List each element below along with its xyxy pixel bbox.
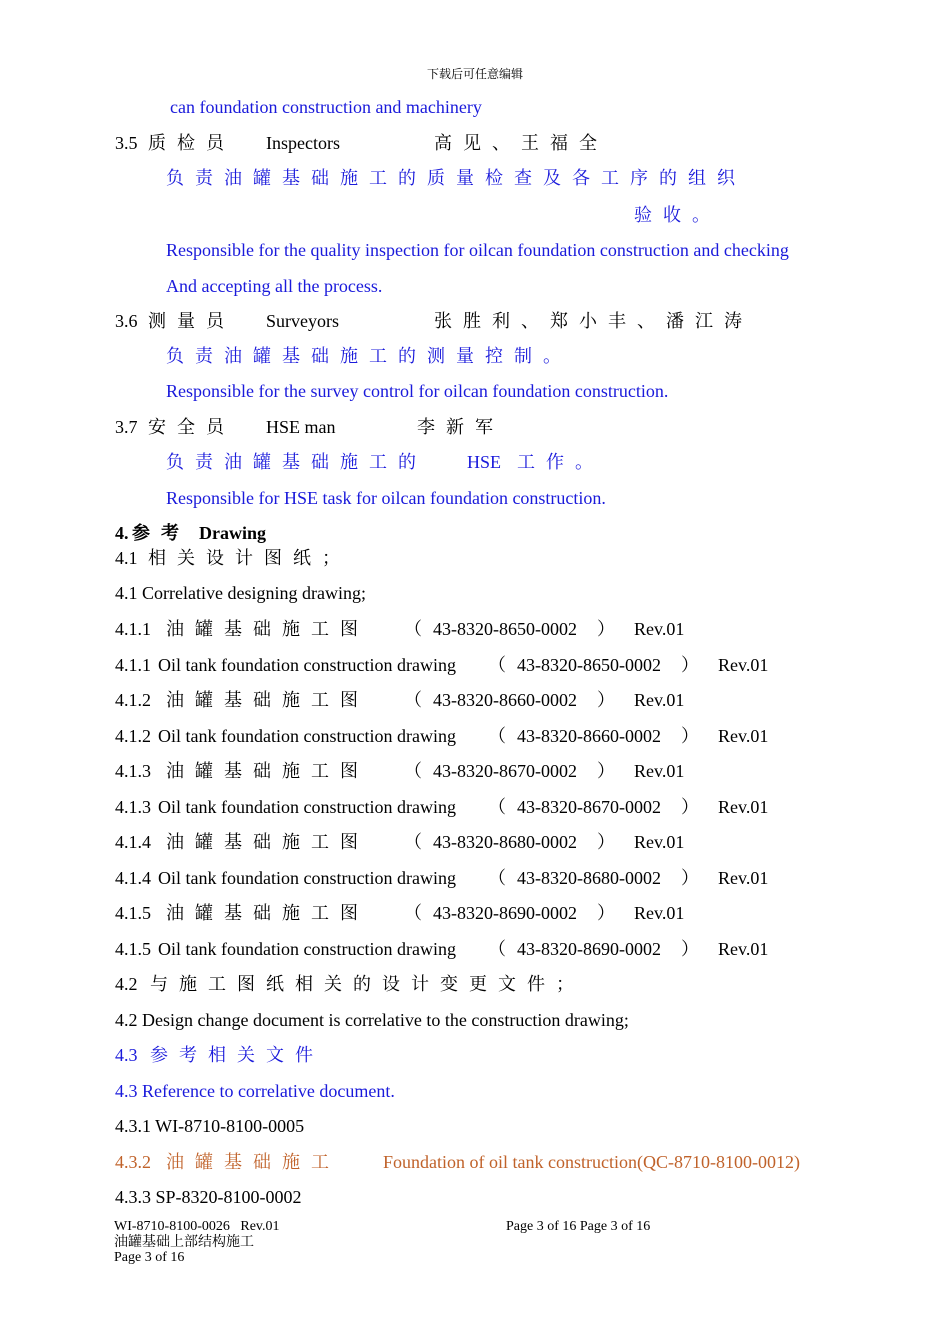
- drawing-number: 4.1.1: [115, 655, 151, 675]
- drawing-code: 43-8320-8690-0002: [433, 903, 577, 923]
- role-names: 高见、王福全: [434, 133, 608, 153]
- role-title-cn: 测量员: [148, 311, 235, 331]
- header-note: 下载后可任意编辑: [426, 67, 523, 81]
- paren-close: ）: [681, 797, 699, 817]
- heading-number: 4.2: [115, 974, 138, 994]
- role-names: 李新军: [417, 417, 504, 437]
- drawing-rev: Rev.01: [718, 726, 769, 746]
- section-number: 3.7: [115, 417, 138, 437]
- role-names: 张胜利、郑小丰、潘江涛: [434, 311, 753, 331]
- reference-row: [115, 1151, 835, 1173]
- role-duty-en: Responsible for the survey control for oilcan foundation construction.: [166, 381, 669, 401]
- paren-open: （: [488, 868, 506, 888]
- duty-en-part: HSE: [467, 452, 502, 472]
- text-line: 4.3.1 WI-8710-8100-0005: [115, 1116, 305, 1136]
- drawing-row-cn: [115, 760, 835, 782]
- heading-number: 4.: [115, 523, 129, 543]
- paren-close: ）: [597, 761, 615, 781]
- role-row-inspectors: [115, 132, 835, 154]
- section-number: 3.5: [115, 133, 138, 153]
- drawing-number: 4.1.3: [115, 797, 151, 817]
- drawing-rev: Rev.01: [718, 939, 769, 959]
- heading-cn: 参考相关文件: [150, 1045, 324, 1065]
- drawing-title-cn: 油罐基础施工图: [166, 832, 369, 852]
- drawing-number: 4.1.5: [115, 903, 151, 923]
- role-row-hse: [115, 416, 835, 438]
- subsection-heading: [115, 973, 835, 995]
- footer-title: 油罐基础上部结构施工: [114, 1235, 254, 1250]
- drawing-number: 4.1.4: [115, 868, 151, 888]
- footer-doc-line: [114, 1219, 280, 1235]
- drawing-title-cn: 油罐基础施工图: [166, 690, 369, 710]
- role-title-en: Inspectors: [266, 133, 340, 153]
- drawing-title-en: Oil tank foundation construction drawing: [158, 939, 456, 959]
- drawing-code: 43-8320-8680-0002: [517, 868, 661, 888]
- paren-close: ）: [681, 868, 699, 888]
- drawing-number: 4.1.1: [115, 619, 151, 639]
- drawing-code: 43-8320-8650-0002: [517, 655, 661, 675]
- drawing-title-en: Oil tank foundation construction drawing: [158, 726, 456, 746]
- role-duty-en-cont: And accepting all the process.: [166, 276, 383, 296]
- drawing-rev: Rev.01: [718, 868, 769, 888]
- drawing-rev: Rev.01: [634, 619, 685, 639]
- drawing-number: 4.1.4: [115, 832, 151, 852]
- drawing-row-en: [115, 938, 835, 960]
- drawing-code: 43-8320-8690-0002: [517, 939, 661, 959]
- role-title-en: Surveyors: [266, 311, 339, 331]
- role-duty-en: Responsible for HSE task for oilcan foundation construction.: [166, 488, 606, 508]
- drawing-rev: Rev.01: [718, 655, 769, 675]
- footer-rev: Rev.01: [240, 1219, 280, 1234]
- paren-open: （: [404, 690, 422, 710]
- drawing-row-en: [115, 654, 835, 676]
- paren-open: （: [488, 726, 506, 746]
- paren-open: （: [404, 619, 422, 639]
- role-title-en: HSE man: [266, 417, 336, 437]
- text-line: can foundation construction and machinery: [170, 97, 482, 117]
- drawing-number: 4.1.2: [115, 726, 151, 746]
- text-line: 4.1 Correlative designing drawing;: [115, 583, 366, 603]
- paren-open: （: [488, 939, 506, 959]
- drawing-row-en: [115, 867, 835, 889]
- reference-number: 4.3.2: [115, 1152, 151, 1172]
- role-duty-cn-cont: 验收。: [634, 205, 721, 225]
- drawing-rev: Rev.01: [634, 690, 685, 710]
- footer-page-left: Page 3 of 16: [114, 1250, 185, 1265]
- heading-cn: 与施工图纸相关的设计变更文件；: [150, 974, 585, 994]
- paren-close: ）: [681, 655, 699, 675]
- role-duty-en: Responsible for the quality inspection for oilcan foundation construction and checking: [166, 240, 789, 260]
- drawing-code: 43-8320-8660-0002: [433, 690, 577, 710]
- section-number: 3.6: [115, 311, 138, 331]
- drawing-row-cn: [115, 831, 835, 853]
- footer-doc-id: WI-8710-8100-0026: [114, 1219, 230, 1234]
- text-line: 4.3.3 SP-8320-8100-0002: [115, 1187, 302, 1207]
- heading-number: 4.3: [115, 1045, 138, 1065]
- paren-open: （: [404, 761, 422, 781]
- paren-open: （: [488, 797, 506, 817]
- paren-open: （: [404, 832, 422, 852]
- duty-cn-part-b: 工作。: [517, 452, 604, 472]
- drawing-code: 43-8320-8670-0002: [433, 761, 577, 781]
- paren-close: ）: [597, 619, 615, 639]
- role-duty-cn: 负责油罐基础施工的质量检查及各工序的组织: [166, 168, 746, 188]
- drawing-code: 43-8320-8670-0002: [517, 797, 661, 817]
- drawing-rev: Rev.01: [634, 832, 685, 852]
- drawing-row-en: [115, 725, 835, 747]
- drawing-row-en: [115, 796, 835, 818]
- heading-cn: 参考: [132, 523, 190, 543]
- role-duty-cn: [166, 451, 826, 473]
- paren-open: （: [488, 655, 506, 675]
- drawing-title-en: Oil tank foundation construction drawing: [158, 868, 456, 888]
- role-row-surveyors: [115, 310, 835, 332]
- heading-cn: 相关设计图纸；: [148, 548, 351, 568]
- drawing-code: 43-8320-8650-0002: [433, 619, 577, 639]
- drawing-rev: Rev.01: [718, 797, 769, 817]
- drawing-code: 43-8320-8660-0002: [517, 726, 661, 746]
- drawing-rev: Rev.01: [634, 761, 685, 781]
- duty-cn-part-a: 负责油罐基础施工的: [166, 452, 427, 472]
- paren-close: ）: [681, 726, 699, 746]
- paren-close: ）: [597, 903, 615, 923]
- role-title-cn: 安全员: [148, 417, 235, 437]
- drawing-rev: Rev.01: [634, 903, 685, 923]
- drawing-title-cn: 油罐基础施工图: [166, 761, 369, 781]
- drawing-number: 4.1.5: [115, 939, 151, 959]
- drawing-title-en: Oil tank foundation construction drawing: [158, 655, 456, 675]
- drawing-row-cn: [115, 689, 835, 711]
- reference-title-cn: 油罐基础施工: [166, 1152, 340, 1172]
- role-duty-cn: 负责油罐基础施工的测量控制。: [166, 346, 572, 366]
- drawing-title-cn: 油罐基础施工图: [166, 903, 369, 923]
- drawing-number: 4.1.3: [115, 761, 151, 781]
- paren-close: ）: [597, 832, 615, 852]
- heading-en: Drawing: [199, 523, 266, 543]
- role-title-cn: 质检员: [148, 133, 235, 153]
- drawing-code: 43-8320-8680-0002: [433, 832, 577, 852]
- paren-close: ）: [681, 939, 699, 959]
- drawing-row-cn: [115, 902, 835, 924]
- text-line: 4.2 Design change document is correlative to the construction drawing;: [115, 1010, 629, 1030]
- paren-close: ）: [597, 690, 615, 710]
- paren-open: （: [404, 903, 422, 923]
- drawing-row-cn: [115, 618, 835, 640]
- footer-page-center: Page 3 of 16 Page 3 of 16: [506, 1219, 651, 1234]
- drawing-title-en: Oil tank foundation construction drawing: [158, 797, 456, 817]
- text-line: 4.3 Reference to correlative document.: [115, 1081, 395, 1101]
- subsection-heading: [115, 547, 515, 569]
- reference-title-en: Foundation of oil tank construction(QC-8710-8100-0012): [383, 1152, 800, 1172]
- drawing-title-cn: 油罐基础施工图: [166, 619, 369, 639]
- subsection-heading: [115, 1044, 515, 1066]
- heading-number: 4.1: [115, 548, 138, 568]
- section-heading: [115, 522, 415, 544]
- drawing-number: 4.1.2: [115, 690, 151, 710]
